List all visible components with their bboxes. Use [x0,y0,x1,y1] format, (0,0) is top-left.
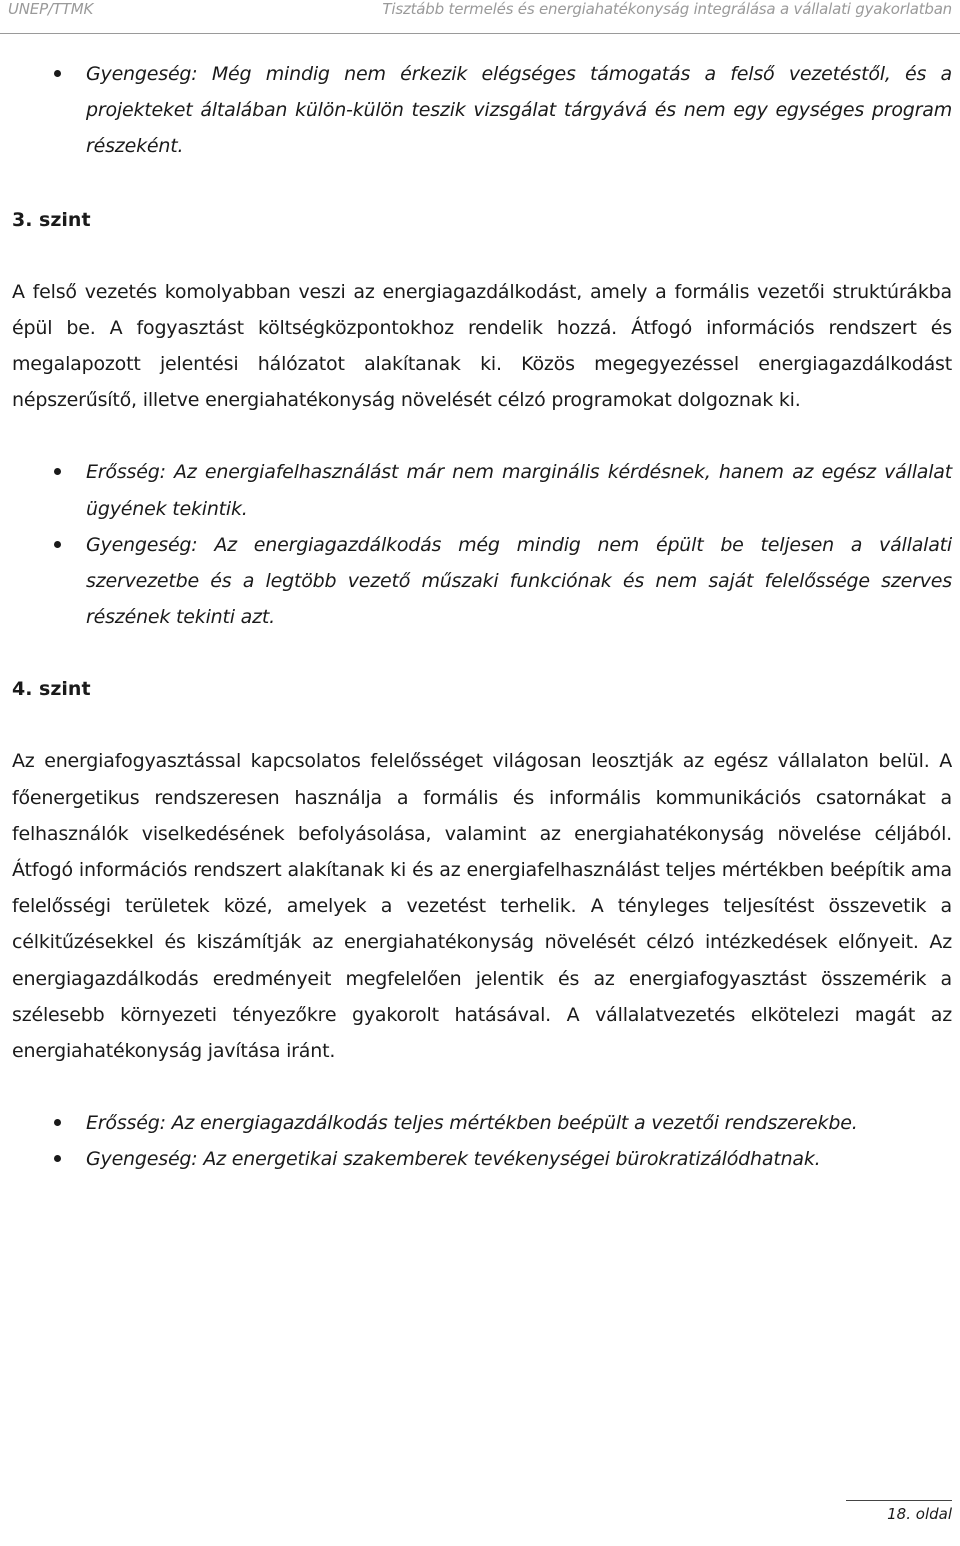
section-heading-level-3: 3. szint [12,208,91,231]
page-number: 18. oldal [887,1505,952,1523]
bullet-text: Gyengeség: Az energetikai szakemberek tevékenységei bürokratizálódhatnak. [86,1148,821,1171]
paragraph-level-3: A felső vezetés komolyabban veszi az energiagazdálkodást, amely a formális vezetői struktúrákba épül be. A fogyasztást költségközpontokhoz rendelik hozzá. Átfogó információs rendszert és megalapozott jelentési hálózatot alakítanak ki. Közös megegyezéssel energiagazdálkodást népszerűsítő, illetve energiahatékonyság növelését célzó programokat dolgoznak ki. [12,280,952,412]
list-item [12,1105,952,1141]
bullet-list-level-3 [12,454,952,635]
bullet-icon [54,541,61,548]
bullet-icon [54,468,61,475]
bullet-text: Gyengeség: Még mindig nem érkezik elégséges támogatás a felső vezetéstől, és a projekteket általában külön-külön teszik vizsgálat tárgyává és nem egy egységes program részeként. [86,63,952,158]
page-footer [846,1500,952,1523]
list-item [12,454,952,526]
list-item [12,1141,952,1177]
list-item [12,527,952,636]
page-header [0,0,960,34]
bullet-text: Erősség: Az energiafelhasználást már nem marginális kérdésnek, hanem az egész vállalat ügyének tekintik. [86,461,952,520]
bullet-icon [54,1155,61,1162]
header-document-title: Tisztább termelés és energiahatékonyság integrálása a vállalati gyakorlatban [382,0,952,18]
bullet-icon [54,1119,61,1126]
bullet-list-level-4 [12,1105,952,1177]
header-organization: UNEP/TTMK [8,0,94,18]
page-content [12,52,952,1178]
bullet-text: Gyengeség: Az energiagazdálkodás még mindig nem épült be teljesen a vállalati szervezetbe és a legtöbb vezető műszaki funkciónak és nem saját felelőssége szerves részének tekinti azt. [86,533,952,629]
section-heading-level-4: 4. szint [12,678,91,701]
list-item [12,56,952,165]
bullet-list-top [12,56,952,165]
bullet-text: Erősség: Az energiagazdálkodás teljes mértékben beépült a vezetői rendszerekbe. [86,1112,858,1135]
bullet-icon [54,70,61,77]
paragraph-level-4: Az energiafogyasztással kapcsolatos felelősséget világosan leosztják az egész vállalaton belül. A főenergetikus rendszeresen használja a formális és informális kommunikációs csatornákat a felhasználók viselkedésének befolyásolása, valamint az energiahatékonyság növelése céljából. Átfogó információs rendszert alakítanak ki és az energiafelhasználást teljes mértékben beépítik ama felelősségi területek közé, amelyek a vezetést terhelik. A tényleges teljesítést összevetik a célkitűzésekkel és kiszámítják az energiahatékonyság növelését célzó intézkedések előnyeit. Az energiagazdálkodás eredményeit megfelelően jelentik és az energiafogyasztást összemérik a szélesebb környezeti tényezőkre gyakorolt hatásával. A vállalatvezetés elkötelezi magát az energiahatékonyság javítása iránt. [12,750,952,1063]
